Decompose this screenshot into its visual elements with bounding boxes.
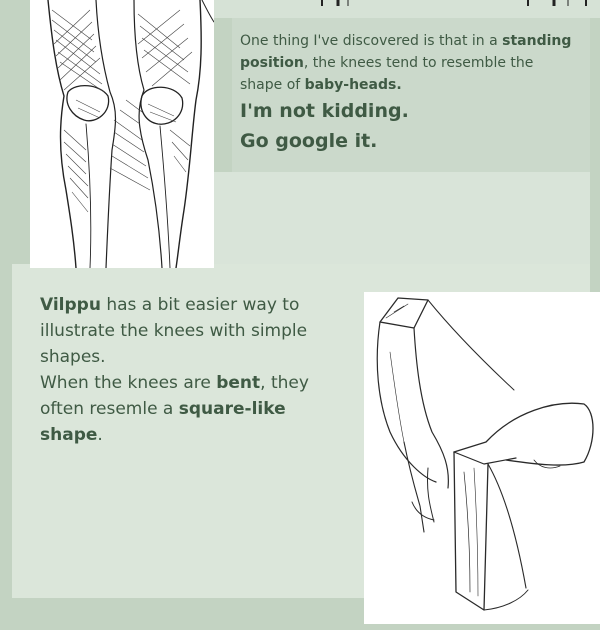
vilppu-emphasis: Vilppu [40,295,101,315]
bent-emphasis: bent [216,373,261,393]
note-text: . [97,425,103,445]
bent-knee-note [40,292,350,448]
bent-knee-sketch [364,292,600,624]
note-text: One thing I've discovered is that in a [240,33,503,49]
standing-knee-note [240,30,580,156]
baby-heads-emphasis: baby-heads. [304,77,402,93]
standing-knees-sketch [30,0,214,268]
square-like-shape-emphasis: square-like shape [40,399,286,445]
note-text: , the knees tend to resemble the shape of [240,55,534,93]
note-text: When the knees are [40,373,217,393]
middle-panel [214,172,590,264]
note-text: , they often resemle a [40,373,309,419]
top-edge-sketch-fragment [318,0,600,6]
standing-position-emphasis: standing position [240,33,572,71]
note-text: has a bit easier way to illustrate the knees with simple shapes. [40,295,308,367]
not-kidding-line: I'm not kidding. [240,100,409,122]
google-it-line: Go google it. [240,130,378,152]
